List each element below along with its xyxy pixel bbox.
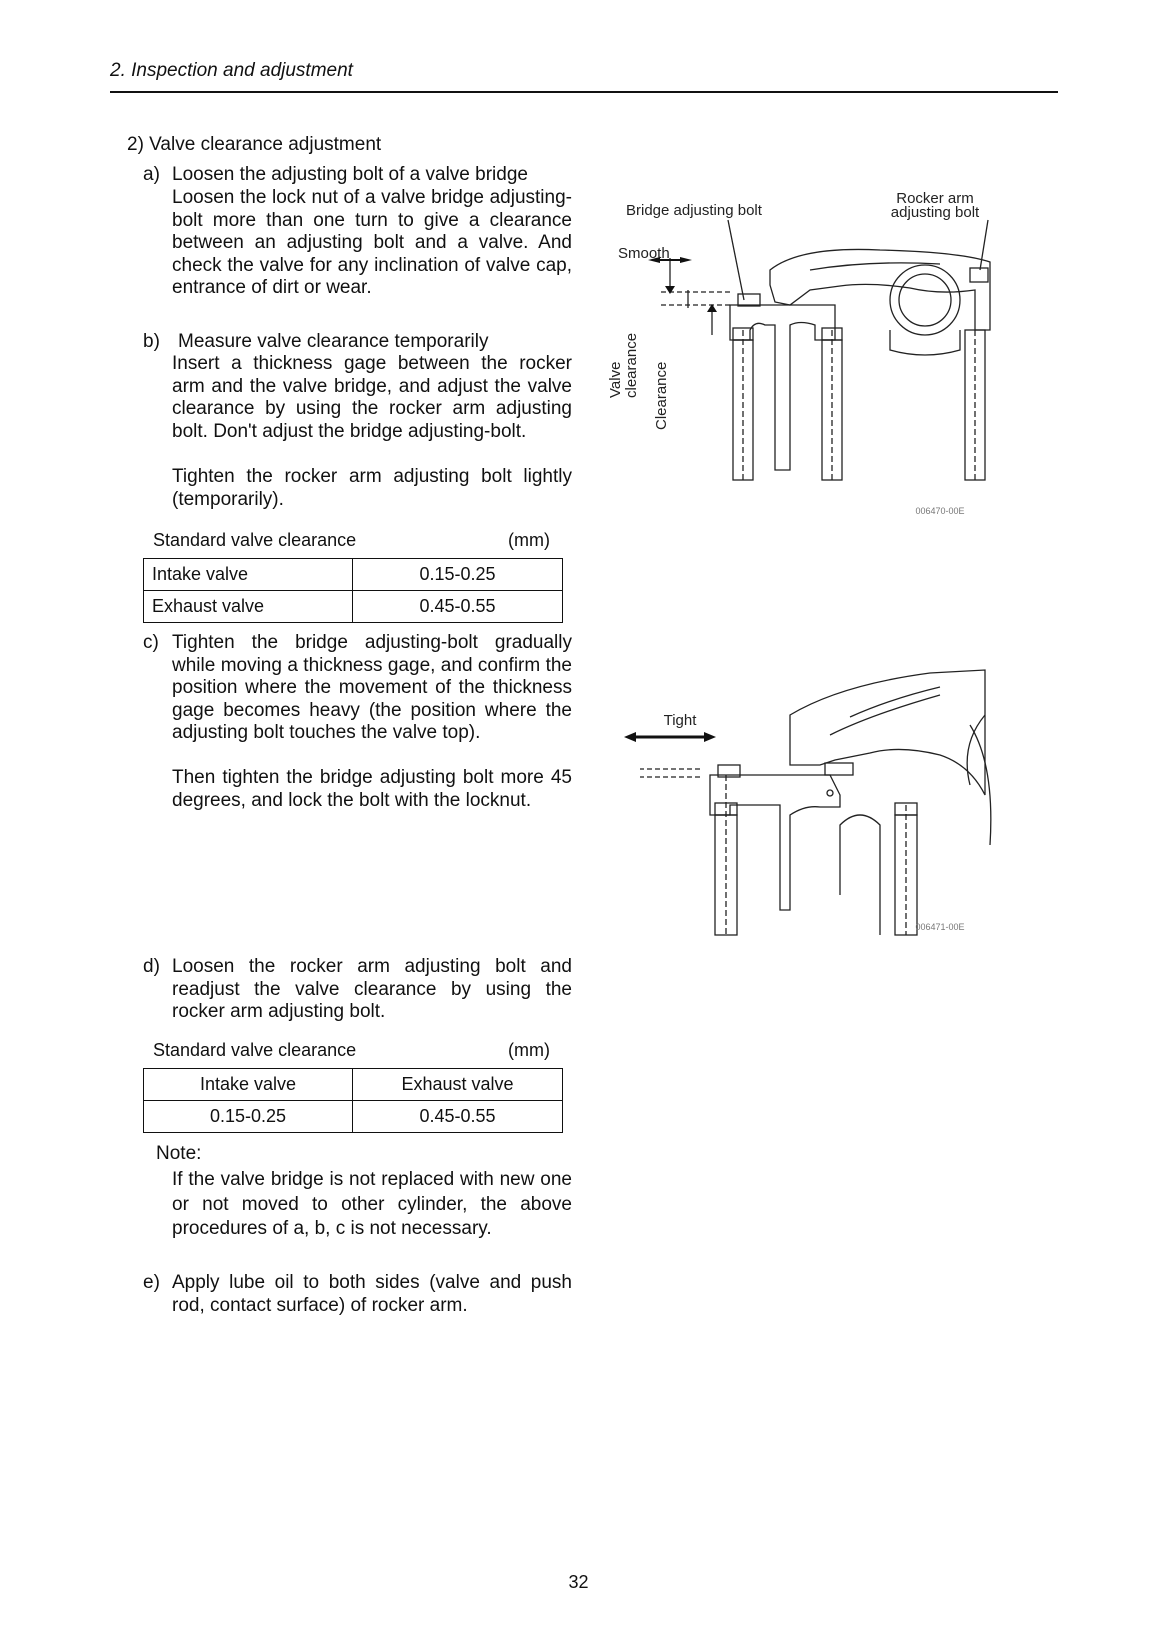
fig1-rocker-label-2: adjusting bolt: [890, 204, 980, 221]
fig1-valve-clearance-label-2: clearance: [623, 332, 640, 398]
table1-value-exhaust: 0.45-0.55: [353, 591, 563, 623]
table2-caption: Standard valve clearance: [153, 1040, 357, 1060]
table-row: [144, 591, 563, 623]
step-c-body2: Then tighten the bridge adjusting bolt more 45 degrees, and lock the bolt with the locknut.: [172, 767, 572, 811]
step-d-marker: d): [143, 956, 160, 977]
step-e-body: Apply lube oil to both sides (valve and push rod, contact surface) of rocker arm.: [172, 1272, 572, 1316]
fig1-bridge-label: Bridge adjusting bolt: [626, 202, 762, 219]
note-label: Note:: [156, 1143, 202, 1164]
figure-tighten-diagram: [640, 665, 1000, 940]
step-b-body: Insert a thickness gage between the rocker arm and the valve bridge, and adjust the valve clearance by using the rocker arm adjusting bolt. Don't adjust the bridge adjusting-bolt.: [172, 353, 572, 442]
table2-header-intake: Intake valve: [144, 1069, 353, 1101]
table-row: [144, 1101, 563, 1133]
step-a-body: Loosen the lock nut of a valve bridge adjusting-bolt more than one turn to give a clearance between an adjusting bolt and a valve. And check the valve for any inclination of valve cap, entrance of dirt or wear.: [172, 187, 572, 298]
table2-value-exhaust: 0.45-0.55: [353, 1101, 563, 1133]
fig1-smooth-label: Smooth: [618, 245, 670, 262]
step-e-marker: e): [143, 1272, 160, 1293]
step-a-title: Loosen the adjusting bolt of a valve bridge: [172, 164, 528, 185]
table-row: [144, 559, 563, 591]
step-b-body2: Tighten the rocker arm adjusting bolt lightly (temporarily).: [172, 466, 572, 510]
figure-valve-clearance-diagram: [607, 190, 1000, 525]
table1-label-intake: Intake valve: [144, 559, 353, 591]
fig1-code: 006470-00E: [915, 506, 965, 516]
table1-value-intake: 0.15-0.25: [353, 559, 563, 591]
running-header: 2. Inspection and adjustment: [110, 60, 353, 81]
step-d-body: Loosen the rocker arm adjusting bolt and readjust the valve clearance by using the rocker arm adjusting bolt.: [172, 956, 572, 1022]
fig2-code: 006471-00E: [915, 922, 965, 932]
table1-caption: Standard valve clearance: [153, 530, 357, 550]
fig1-clearance-label: Clearance: [653, 361, 670, 430]
table1-unit: (mm): [508, 530, 550, 550]
header-rule: [110, 91, 1058, 93]
fig1-valve-clearance-label-1: Valve: [607, 361, 624, 398]
fig2-tight-label: Tight: [663, 712, 697, 729]
table1: [143, 558, 563, 623]
step-b-title: Measure valve clearance temporarily: [178, 331, 489, 352]
table1-label-exhaust: Exhaust valve: [144, 591, 353, 623]
step-a-marker: a): [143, 164, 160, 185]
step-b-marker: b): [143, 331, 160, 352]
table-row: [144, 1069, 563, 1101]
fig1-rocker-label-1: Rocker arm: [896, 190, 974, 207]
table2: [143, 1068, 563, 1133]
section-title: 2) Valve clearance adjustment: [127, 134, 382, 155]
table2-value-intake: 0.15-0.25: [144, 1101, 353, 1133]
note-body: If the valve bridge is not replaced with new one or not moved to other cylinder, the above procedures of a, b, c is not necessary.: [172, 1169, 572, 1239]
table2-header-exhaust: Exhaust valve: [353, 1069, 563, 1101]
page-number: 32: [568, 1572, 589, 1592]
step-c-body: Tighten the bridge adjusting-bolt gradually while moving a thickness gage, and confirm the position where the movement of the thickness gage becomes heavy (the position where the adjusting bolt touches the valve top).: [172, 632, 572, 743]
table2-unit: (mm): [508, 1040, 550, 1060]
step-c-marker: c): [143, 632, 159, 653]
